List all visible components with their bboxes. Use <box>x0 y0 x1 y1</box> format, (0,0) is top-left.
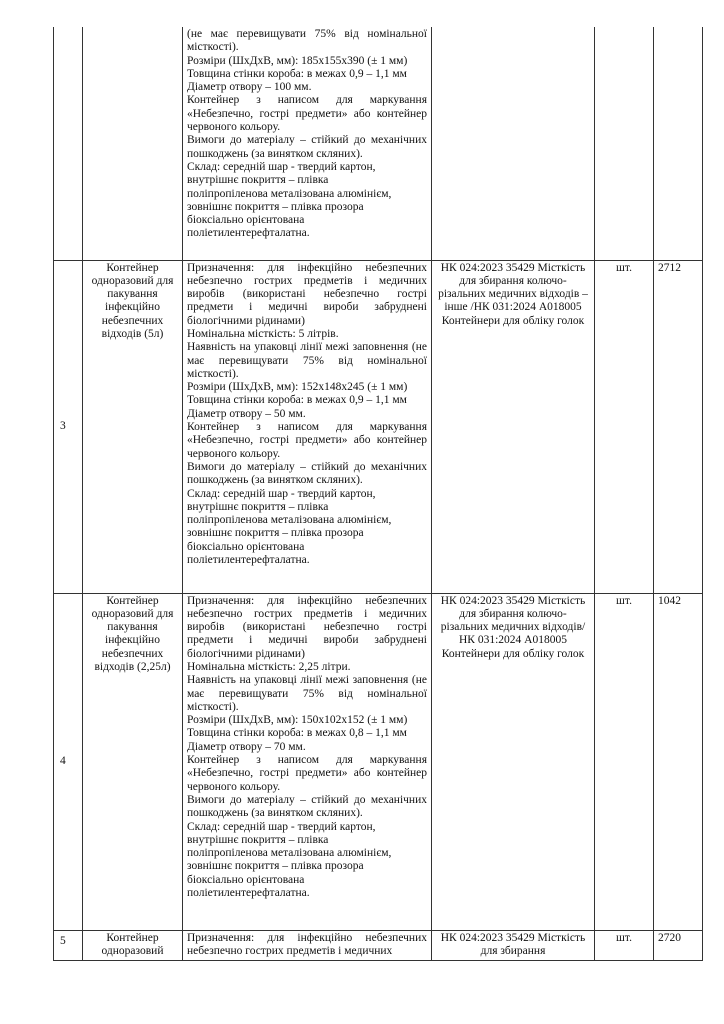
description-line: внутрішнє покриття – плівка <box>187 174 329 187</box>
code-cell <box>432 27 595 260</box>
table-row-continued <box>54 27 703 260</box>
unit: шт. <box>595 930 654 960</box>
description-line: Товщина стінки короба: в межах 0,9 – 1,1 мм <box>187 67 407 80</box>
description-line: Вимоги до матеріалу – стійкий до механічних пошкоджень (за винятком скляних). <box>187 460 427 487</box>
item-name: Контейнер одноразовий для пакування інфекційно небезпечних відходів (2,25л) <box>83 593 183 930</box>
row-number: 5 <box>54 930 83 960</box>
quantity: 1042 <box>654 593 703 930</box>
description-cell <box>183 930 432 960</box>
description-line: Склад: середній шар - твердий картон, <box>187 160 376 173</box>
description-line: Наявність на упаковці лінії межі заповнення (не має перевищувати 75% від номінальної місткості). <box>187 674 427 713</box>
item-name: Контейнер одноразовий <box>83 930 183 960</box>
quantity: 2720 <box>654 930 703 960</box>
description-line: біоксіально орієнтована <box>187 540 305 553</box>
description-line: Склад: середній шар - твердий картон, <box>187 820 376 833</box>
description-line: Розміри (ШхДхВ, мм): 150х102х152 (± 1 мм) <box>187 714 408 727</box>
description-line: Діаметр отвору – 70 мм. <box>187 740 306 753</box>
description-line: (не має перевищувати 75% від номінальної місткості). <box>187 28 427 54</box>
unit: шт. <box>595 260 654 593</box>
description-line: внутрішнє покриття – плівка <box>187 500 329 513</box>
description-line: Призначення: для інфекційно небезпечних небезпечно гострих предметів і медичних виробів (використані небезпечно гострі предмети і медичні вироби забруднені біологічними рідинами) <box>187 594 427 660</box>
description-cell <box>183 260 432 593</box>
description-line: поліетилентерефталатна. <box>187 554 310 567</box>
row-number-cell <box>54 27 83 260</box>
classification-code: НК 024:2023 35429 Місткість для збирання колючо-різальних медичних відходів – інше /НК 031:2024 A018005 Контейнери для обліку голок <box>432 260 595 593</box>
table-row <box>54 260 703 593</box>
row-number: 3 <box>54 260 83 593</box>
quantity-cell <box>654 27 703 260</box>
row-number: 4 <box>54 593 83 930</box>
description-line: внутрішнє покриття – плівка <box>187 833 329 846</box>
description-line: біоксіально орієнтована <box>187 214 305 227</box>
description-line: Розміри (ШхДхВ, мм): 185х155х390 (± 1 мм) <box>187 54 408 67</box>
description-line: зовнішнє покриття – плівка прозора <box>187 860 364 873</box>
classification-code: НК 024:2023 35429 Місткість для збирання колючо-різальних медичних відходів/ НК 031:2024 A018005 Контейнери для обліку голок <box>432 593 595 930</box>
description-line: Контейнер з написом для маркування «Небезпечно, гострі предмети» або контейнер червоного кольору. <box>187 421 427 460</box>
description-cell <box>183 593 432 930</box>
unit: шт. <box>595 593 654 930</box>
description-line: Діаметр отвору – 50 мм. <box>187 407 306 420</box>
description-line: Склад: середній шар - твердий картон, <box>187 487 376 500</box>
item-name: Контейнер одноразовий для пакування інфекційно небезпечних відходів (5л) <box>83 260 183 593</box>
description-line: поліетилентерефталатна. <box>187 227 310 240</box>
specification-table <box>53 27 703 961</box>
unit-cell <box>595 27 654 260</box>
description-line: поліетилентерефталатна. <box>187 887 310 900</box>
description-line: Вимоги до матеріалу – стійкий до механічних пошкоджень (за винятком скляних). <box>187 134 427 160</box>
classification-code: НК 024:2023 35429 Місткість для збирання <box>432 930 595 960</box>
description-line: Номінальна місткість: 2,25 літри. <box>187 660 351 673</box>
description-line: Номінальна місткість: 5 літрів. <box>187 327 339 340</box>
description-line: біоксіально орієнтована <box>187 873 305 886</box>
description-line: Товщина стінки короба: в межах 0,9 – 1,1 мм <box>187 394 407 407</box>
item-name-cell <box>83 27 183 260</box>
table-row <box>54 593 703 930</box>
description-line: зовнішнє покриття – плівка прозора <box>187 527 364 540</box>
description-line: Контейнер з написом для маркування «Небезпечно, гострі предмети» або контейнер червоного кольору. <box>187 94 427 134</box>
description-line: Вимоги до матеріалу – стійкий до механічних пошкоджень (за винятком скляних). <box>187 793 427 820</box>
table-row <box>54 930 703 960</box>
description-cell <box>183 27 432 260</box>
description-line: Наявність на упаковці лінії межі заповнення (не має перевищувати 75% від номінальної місткості). <box>187 341 427 380</box>
description-line: Призначення: для інфекційно небезпечних небезпечно гострих предметів і медичних виробів (використані небезпечно гострі предмети і медичні вироби забруднені біологічними рідинами) <box>187 261 427 327</box>
description-line: поліпропіленова металізована алюмінієм, <box>187 187 392 200</box>
description-line: Товщина стінки короба: в межах 0,8 – 1,1 мм <box>187 727 407 740</box>
description-line: зовнішнє покриття – плівка прозора <box>187 200 364 213</box>
description-line: поліпропіленова металізована алюмінієм, <box>187 847 392 860</box>
description-line: поліпропіленова металізована алюмінієм, <box>187 514 392 527</box>
quantity: 2712 <box>654 260 703 593</box>
description-line: Діаметр отвору – 100 мм. <box>187 81 312 94</box>
description-line: Контейнер з написом для маркування «Небезпечно, гострі предмети» або контейнер червоного кольору. <box>187 754 427 793</box>
description-line: Розміри (ШхДхВ, мм): 152х148х245 (± 1 мм) <box>187 381 408 394</box>
description-line: Призначення: для інфекційно небезпечних небезпечно гострих предметів і медичних <box>187 931 427 957</box>
